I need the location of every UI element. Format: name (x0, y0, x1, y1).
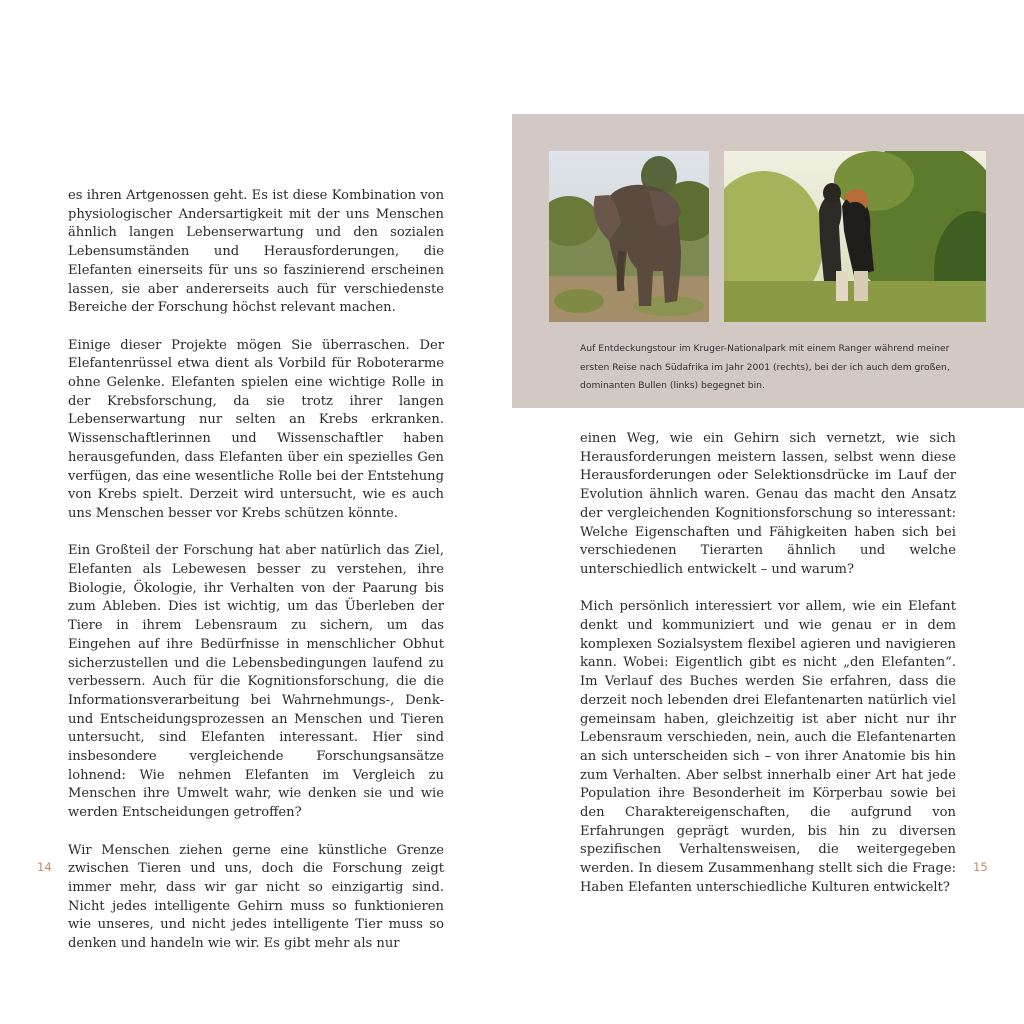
photo-caption: Auf Entdeckungstour im Kruger-Nationalpark mit einem Ranger während meiner ersten Reise nach Südafrika im Jahr 2001 (rechts), bei der ich auch dem großen, dominanten Bullen (links) begegnet bin. (580, 343, 950, 392)
paragraph: es ihren Artgenossen geht. Es ist diese Kombination von physiologischer Andersartigkeit mit der uns Menschen ähnlich langen Lebenserwartung und den sozialen Lebensumständen und Herausforderungen, die Elefanten einerseits für uns so faszinierend erscheinen lassen, sie aber andererseits auch für verschiedenste Bereiche der Forschung höchst relevant machen. (68, 188, 444, 316)
paragraph: einen Weg, wie ein Gehirn sich vernetzt, wie sich Herausforderungen meistern lassen, selbst wenn diese Herausforderungen oder Selektionsdrücke im Lauf der Evolution ähnlich waren. Genau das macht den Ansatz der vergleichenden Kognitionsforschung so interessant: Welche Eigenschaften und Fähigkeiten haben sich bei verschiedenen Tierarten ähnlich und welche unterschiedlich entwickelt – und warum? (580, 431, 956, 577)
photo-caption-panel (512, 114, 1024, 408)
paragraph: Ein Großteil der Forschung hat aber natürlich das Ziel, Elefanten als Lebewesen besser zu verstehen, ihre Biologie, Ökologie, ihr Verhalten von der Paarung bis zum Ableben. Dies ist wichtig, um das Überleben der Tiere in ihrem Lebensraum zu sichern, um das Eingehen auf ihre Bedürfnisse in menschlicher Obhut sicherzustellen und die Lebensbedingungen laufend zu verbessern. Auch für die Kognitionsforschung, die die Informationsverarbeitung bei Wahrnehmungs-, Denk- und Entscheidungsprozessen an Menschen und Tieren untersucht, sind Elefanten interessant. Hier sind insbesondere vergleichende Forschungsansätze lohnend: Wie nehmen Elefanten im Vergleich zu Menschen ihre Umwelt wahr, wie denken sie und wie werden Entscheidungen getroffen? (68, 543, 444, 821)
ranger-and-author-in-bush-photo (724, 151, 986, 322)
page-number-right: 15 (973, 860, 988, 874)
elephant-bull-photo (549, 151, 709, 322)
left-page-body (68, 187, 444, 954)
paragraph: Einige dieser Projekte mögen Sie überraschen. Der Elefantenrüssel etwa dient als Vorbild für Roboterarme ohne Gelenke. Elefanten spielen eine wichtige Rolle in der Krebsforschung, da sie trotz ihrer langen Lebenserwartung nur selten an Krebs erkranken. Wissenschaftlerinnen und Wissenschaftler haben herausgefunden, dass Elefanten über ein spezielles Gen verfügen, das eine wesentliche Rolle bei der Entstehung von Krebs spielt. Derzeit wird untersucht, wie es auch uns Menschen besser vor Krebs schützen könnte. (68, 337, 444, 521)
right-page-body (580, 430, 956, 898)
paragraph: Wir Menschen ziehen gerne eine künstliche Grenze zwischen Tieren und uns, doch die Forschung zeigt immer mehr, dass wir gar nicht so einzigartig sind. Nicht jedes intelligente Gehirn muss so funktionieren wie unseres, und nicht jedes intelligente Tier muss so denken und handeln wie wir. Es gibt mehr als nur (68, 842, 444, 952)
page-number-left: 14 (37, 860, 52, 874)
paragraph: Mich persönlich interessiert vor allem, wie ein Elefant denkt und kommuniziert und wie genau er in dem komplexen Sozialsystem flexibel agieren und navigieren kann. Wobei: Eigentlich gibt es nicht „den Elefanten“. Im Verlauf des Buches werden Sie erfahren, dass die derzeit noch lebenden drei Elefantenarten natürlich viel gemeinsam haben, gleichzeitig ist aber nicht nur ihr Lebensraum verschieden, nein, auch die Elefantenarten an sich unterscheiden sich – von ihrer Anatomie bis hin zum Verhalten. Aber selbst innerhalb einer Art hat jede Population ihre Besonderheit im Körperbau sowie bei den Charaktereigenschaften, die aufgrund von Erfahrungen geprägt wurden, bis hin zu diversen spezifischen Verhaltensweisen, die weitergegeben werden. In diesem Zusammenhang stellt sich die Frage: Haben Elefanten unterschiedliche Kulturen entwickelt? (580, 599, 956, 895)
